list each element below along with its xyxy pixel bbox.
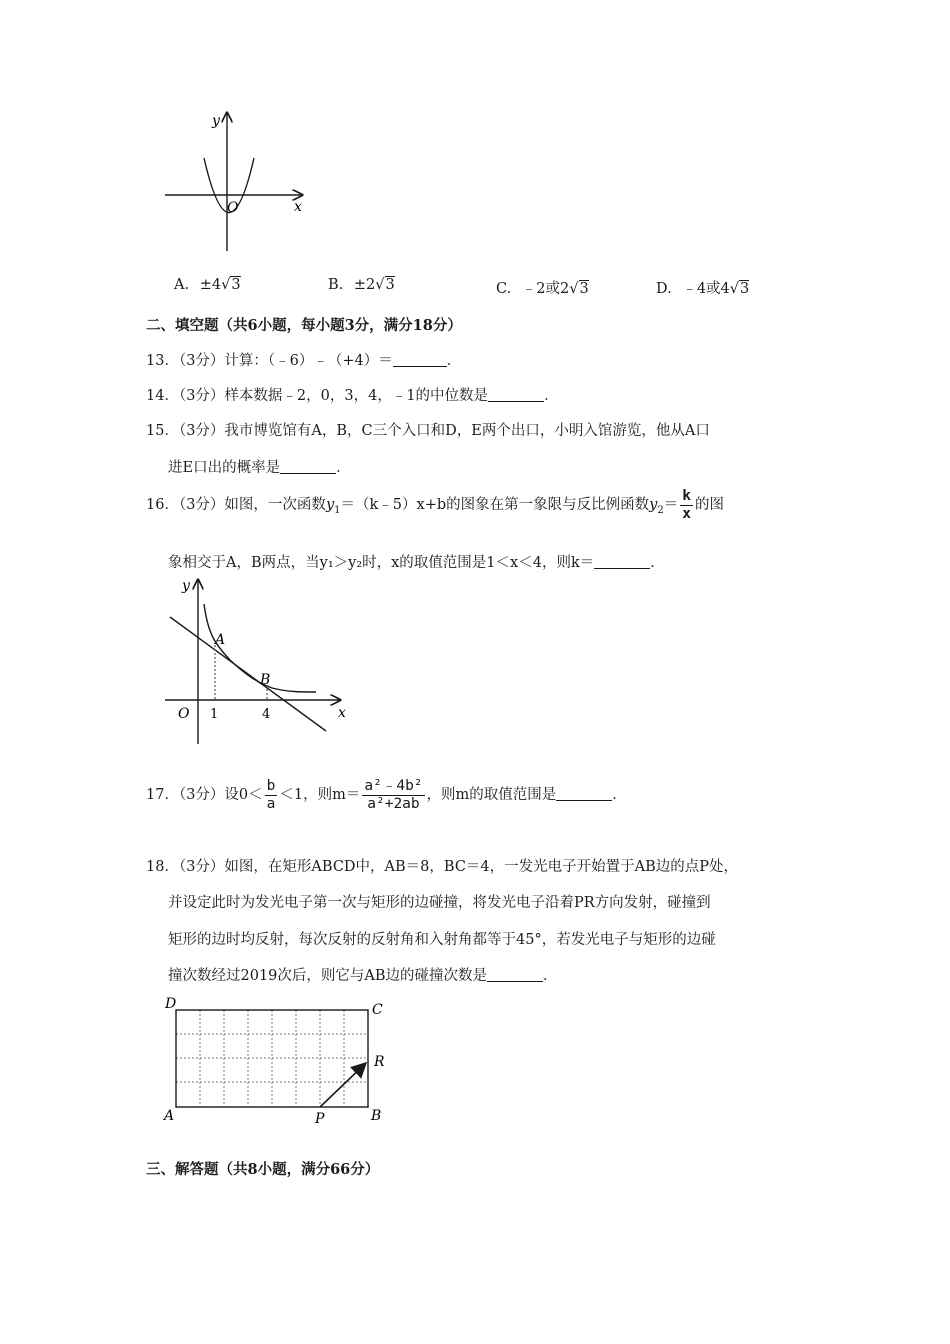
origin-label: O (227, 200, 239, 216)
vertex-c-label: C (372, 1002, 383, 1018)
q17-fraction-m (362, 778, 424, 812)
sqrt-symbol: √3 (569, 281, 589, 297)
choice-a-text: ±4 (199, 277, 222, 293)
choice-d (656, 277, 749, 298)
point-p-label: P (315, 1111, 325, 1127)
tick-1-label: 1 (210, 707, 219, 722)
q15-number: 15． (146, 423, 179, 439)
grid-lines (176, 1010, 368, 1107)
choice-b-radicand: 3 (385, 277, 395, 293)
q14-end: ． (544, 388, 559, 404)
choice-c (496, 277, 589, 298)
vertex-d-label: D (165, 996, 177, 1012)
q14-text: （3分）样本数据﹣2，0，3，4，﹣1的中位数是 (178, 388, 489, 404)
section-3-title: 三、解答题（共8小题，满分66分） (146, 1161, 380, 1178)
q17-frac1-den: a (266, 795, 276, 812)
sqrt-symbol: √3 (729, 281, 750, 297)
choice-d-letter: D. (656, 281, 672, 297)
q16-text-2: 象相交于A，B两点，当y₁＞y₂时，x的取值范围是1＜x＜4，则k＝ (168, 555, 595, 571)
q14-answer-blank[interactable] (488, 387, 544, 403)
q15-text-2: 进E口出的概率是 (168, 460, 281, 476)
choice-a-radicand: 3 (231, 277, 241, 293)
sqrt-symbol: √3 (221, 277, 241, 293)
question-16-line-2 (168, 551, 665, 572)
y-axis-label: y (182, 578, 190, 594)
section-2-title: 二、填空题（共6小题，每小题3分，满分18分） (146, 317, 462, 334)
q17-fraction-ba (265, 778, 278, 812)
q17-text-a: （3分）设0＜ (178, 787, 263, 804)
q16-text-1a: （3分）如图，一次函数 (178, 497, 326, 514)
choice-c-radicand: 3 (579, 281, 589, 297)
arrow-pr (320, 1063, 366, 1107)
q16-text-1c: ＝ (663, 497, 679, 514)
q18-text-1: （3分）如图，在矩形ABCD中，AB＝8，BC＝4，一发光电子开始置于AB边的点P处， (178, 859, 739, 875)
q17-frac1-num: b (266, 778, 276, 794)
q14-number: 14． (146, 388, 179, 404)
q18-answer-blank[interactable] (487, 967, 543, 983)
point-a-label: A (215, 632, 226, 648)
question-18-line-1 (146, 855, 738, 876)
q18-number: 18． (146, 859, 179, 875)
q17-end: ． (612, 787, 627, 804)
choice-b-text: ±2 (353, 277, 376, 293)
choice-c-letter: C. (496, 281, 512, 297)
question-16-line-1 (146, 488, 724, 522)
choice-a (174, 277, 241, 293)
rectangle-figure (160, 990, 400, 1130)
choice-c-text: ﹣2或2 (521, 281, 570, 297)
q17-number: 17． (146, 787, 179, 804)
q17-text-b: ＜1，则m＝ (279, 787, 361, 804)
q16-answer-blank[interactable] (594, 554, 650, 570)
hyperbola-figure (160, 572, 360, 752)
q16-text-1b: ＝（k﹣5）x+b的图象在第一象限与反比例函数 (340, 497, 650, 514)
x-axis-label: x (294, 199, 302, 215)
tick-4-label: 4 (262, 707, 271, 722)
q15-end: ． (336, 460, 351, 476)
q16-text-1d: 的图 (694, 497, 724, 514)
q16-y2-sub: 2 (657, 505, 664, 517)
choice-b (328, 277, 395, 293)
linear-function-line (170, 617, 326, 731)
x-axis-label: x (338, 705, 346, 721)
q16-frac-den: x (682, 505, 691, 522)
q13-answer-blank[interactable] (393, 352, 447, 368)
q15-answer-blank[interactable] (280, 459, 336, 475)
sqrt-symbol: √3 (375, 277, 395, 293)
q15-text-1: （3分）我市博览馆有A，B，C三个入口和D，E两个出口，小明入馆游览，他从A口 (178, 423, 710, 439)
q13-end: ． (446, 353, 462, 369)
q18-end: ． (543, 968, 558, 984)
q16-fraction (680, 488, 693, 522)
point-b-label: B (260, 672, 271, 688)
question-18-line-2 (168, 891, 711, 912)
q16-number: 16． (146, 497, 179, 514)
q16-y1: y (325, 497, 335, 514)
q17-frac2-num: a²﹣4b² (364, 778, 423, 794)
q16-y2: y (649, 497, 658, 514)
vertex-a-label: A (164, 1108, 175, 1124)
q17-answer-blank[interactable] (556, 786, 612, 802)
q16-frac-num: k (682, 488, 691, 504)
choice-d-text: ﹣4或4 (682, 281, 730, 297)
choice-a-letter: A. (174, 277, 190, 293)
choice-b-letter: B. (328, 277, 344, 293)
y-axis-label: y (212, 113, 220, 129)
question-13 (146, 349, 461, 370)
q16-y1-sub: 1 (334, 505, 341, 517)
vertex-b-label: B (371, 1108, 382, 1124)
origin-label: O (178, 706, 190, 722)
choice-d-radicand: 3 (740, 281, 750, 297)
question-17 (146, 778, 627, 812)
q17-frac2-den: a²+2ab (367, 795, 420, 812)
point-r-label: R (374, 1054, 385, 1070)
q13-text: （3分）计算：（﹣6）﹣（+4）＝ (178, 353, 393, 369)
q16-end: ． (650, 555, 665, 571)
q17-text-c: ，则m的取值范围是 (426, 787, 557, 804)
question-14 (146, 384, 559, 405)
question-15-line-1 (146, 419, 710, 440)
q13-number: 13． (146, 353, 179, 369)
question-18-line-4 (168, 964, 558, 985)
q18-text-2: 并设定此时为发光电子第一次与矩形的边碰撞，将发光电子沿着PR方向发射，碰撞到 (168, 895, 711, 911)
question-18-line-3 (168, 928, 716, 949)
question-15-line-2 (168, 456, 351, 477)
q18-text-3: 矩形的边时均反射，每次反射的反射角和入射角都等于45°，若发光电子与矩形的边碰 (168, 932, 716, 948)
parabola-figure (160, 105, 310, 255)
q18-text-4: 撞次数经过2019次后，则它与AB边的碰撞次数是 (168, 968, 488, 984)
